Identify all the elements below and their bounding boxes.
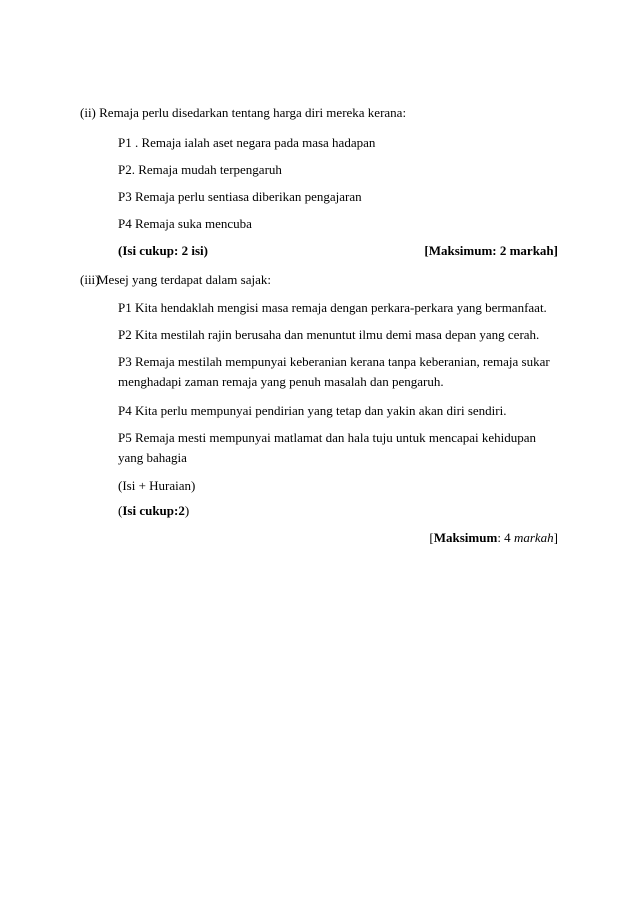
maksimum-unit: markah bbox=[513, 530, 554, 545]
section-ii-point-3: P3 Remaja perlu sentiasa diberikan pengajaran bbox=[118, 189, 362, 204]
section-iii-point-3-line-2: menghadapi zaman remaja yang penuh masalah dan pengaruh. bbox=[118, 374, 444, 389]
section-iii-label: (iii) bbox=[80, 272, 100, 287]
section-iii-point-5-line-1: P5 Remaja mesti mempunyai matlamat dan hala tuju untuk mencapai kehidupan bbox=[118, 430, 537, 445]
section-iii-heading: Mesej yang terdapat dalam sajak: bbox=[97, 272, 271, 287]
section-ii-point-4: P4 Remaja suka mencuba bbox=[118, 216, 252, 231]
section-iii-isi-cukup bbox=[118, 502, 189, 520]
maksimum-open-bracket: [ bbox=[429, 530, 434, 545]
section-ii-maksimum: [Maksimum: 2 markah] bbox=[424, 243, 558, 258]
section-iii-point-4: P4 Kita perlu mempunyai pendirian yang tetap dan yakin akan diri sendiri. bbox=[118, 403, 507, 418]
maksimum-label: Maksimum bbox=[433, 530, 498, 545]
section-ii-heading: (ii) Remaja perlu disedarkan tentang harga diri mereka kerana: bbox=[80, 105, 407, 120]
maksimum-value: : 4 bbox=[497, 530, 514, 545]
section-iii-maksimum bbox=[429, 529, 558, 547]
isi-cukup-close-paren: ) bbox=[184, 503, 190, 518]
section-iii-isi-huraian: (Isi + Huraian) bbox=[118, 478, 196, 493]
section-iii-point-3-line-1: P3 Remaja mestilah mempunyai keberanian kerana tanpa keberanian, remaja sukar bbox=[118, 354, 550, 369]
section-iii-point-5-line-2: yang bahagia bbox=[118, 450, 187, 465]
section-ii-point-2: P2. Remaja mudah terpengaruh bbox=[118, 162, 282, 177]
isi-cukup-open-paren: ( bbox=[118, 503, 123, 518]
section-iii-point-2: P2 Kita mestilah rajin berusaha dan menuntut ilmu demi masa depan yang cerah. bbox=[118, 327, 540, 342]
section-ii-point-1: P1 . Remaja ialah aset negara pada masa hadapan bbox=[118, 135, 376, 150]
section-iii-point-1: P1 Kita hendaklah mengisi masa remaja dengan perkara-perkara yang bermanfaat. bbox=[118, 300, 547, 315]
maksimum-close-bracket: ] bbox=[553, 530, 558, 545]
section-ii-isi-cukup: (Isi cukup: 2 isi) bbox=[118, 243, 208, 258]
isi-cukup-text: Isi cukup:2 bbox=[122, 503, 185, 518]
